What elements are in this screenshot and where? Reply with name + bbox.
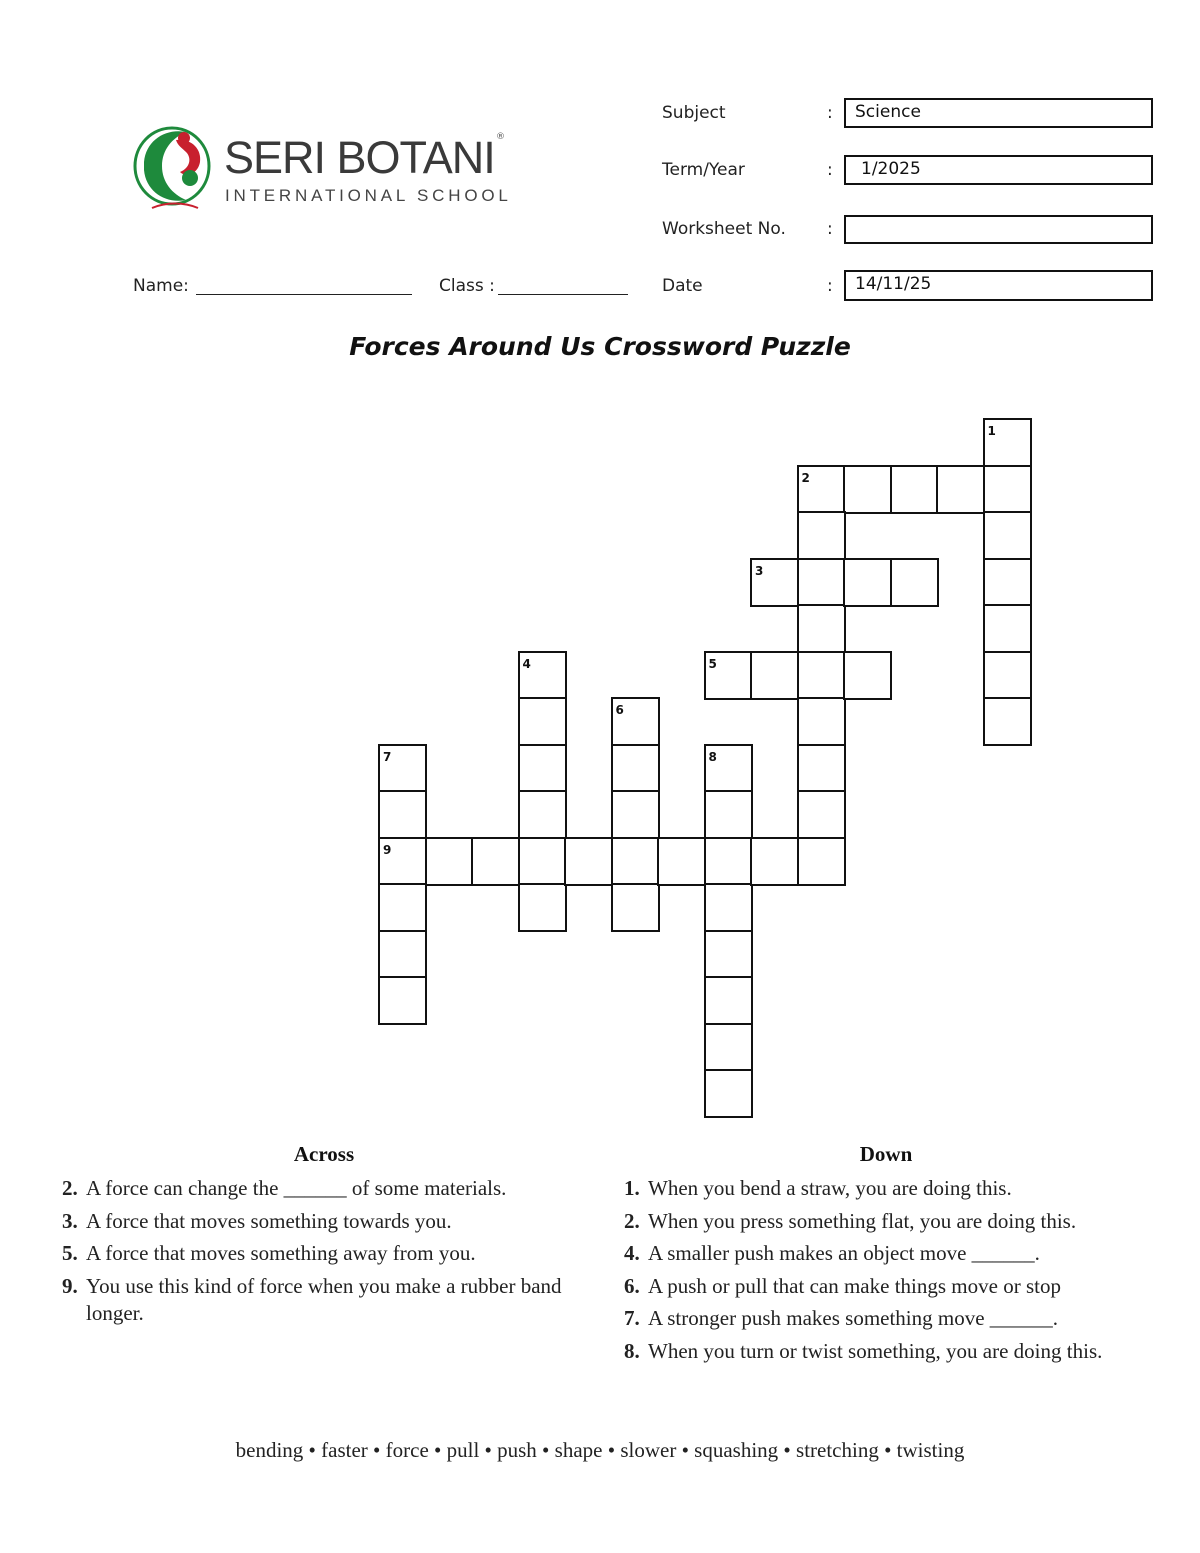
crossword-cell[interactable] [378, 976, 427, 1025]
class-blank[interactable] [498, 294, 628, 295]
crossword-cell[interactable] [611, 837, 660, 886]
crossword-cell[interactable] [611, 697, 660, 746]
clue-text: A force that moves something towards you. [86, 1208, 452, 1233]
crossword-cell[interactable] [983, 418, 1032, 467]
clue-number: 2. [62, 1176, 78, 1200]
clue-text: A smaller push makes an object move ______. [648, 1241, 1040, 1265]
crossword-cell[interactable] [983, 511, 1032, 560]
crossword-cell[interactable] [890, 465, 939, 514]
registered-mark: ® [496, 132, 505, 142]
clue-number: 9. [62, 1273, 78, 1298]
clue-text: A push or pull that can make things move or stop [648, 1273, 1061, 1298]
crossword-cell[interactable] [611, 790, 660, 839]
class-label: Class : [439, 276, 495, 296]
school-logo [132, 122, 512, 214]
across-clue [62, 1273, 586, 1327]
crossword-cell[interactable] [704, 651, 753, 700]
clue-number-label: 8 [708, 749, 717, 764]
down-clue [624, 1302, 1164, 1335]
crossword-cell[interactable] [983, 604, 1032, 653]
down-clue [624, 1205, 1164, 1238]
crossword-cell[interactable] [704, 883, 753, 932]
crossword-cell[interactable] [704, 1023, 753, 1072]
crossword-cell[interactable] [797, 465, 846, 514]
across-clue [62, 1237, 592, 1270]
clue-text: A stronger push makes something move ______. [648, 1306, 1059, 1330]
date-field[interactable]: 14/11/25 [844, 270, 1153, 301]
clue-number-label: 4 [522, 656, 531, 671]
across-clue-list [62, 1172, 592, 1329]
term-colon: : [827, 160, 833, 180]
down-clue [624, 1338, 1148, 1365]
crossword-cell[interactable] [704, 744, 753, 793]
word-bank: bending • faster • force • pull • push • shape • slower • squashing • stretching • twisting [235, 1438, 965, 1462]
crossword-cell[interactable] [425, 837, 474, 886]
crossword-cell[interactable] [843, 651, 892, 700]
crossword-cell[interactable] [983, 465, 1032, 514]
clue-text: When you press something flat, you are doing this. [648, 1208, 1077, 1233]
crossword-cell[interactable] [518, 837, 567, 886]
clue-number: 3. [62, 1208, 78, 1233]
crossword-cell[interactable] [657, 837, 706, 886]
name-blank[interactable] [196, 294, 412, 295]
school-name: SERI BOTANI [224, 132, 495, 183]
crossword-cell[interactable] [797, 790, 846, 839]
down-clue [624, 1172, 1164, 1205]
clue-number: 1. [624, 1176, 640, 1200]
clue-number-label: 3 [755, 563, 764, 578]
crossword-cell[interactable] [471, 837, 520, 886]
subject-field[interactable]: Science [844, 98, 1153, 128]
crossword-cell[interactable] [797, 651, 846, 700]
date-label: Date [662, 276, 703, 296]
date-colon: : [827, 276, 833, 296]
crossword-cell[interactable] [704, 976, 753, 1025]
clue-number: 5. [62, 1241, 78, 1265]
crossword-cell[interactable] [704, 1069, 753, 1118]
clue-text: You use this kind of force when you make a rubber band longer. [86, 1273, 562, 1325]
worksheet-title: Forces Around Us Crossword Puzzle [349, 332, 851, 361]
school-subtitle: INTERNATIONAL SCHOOL [225, 186, 512, 205]
crossword-cell[interactable] [378, 837, 427, 886]
clue-text: A force that moves something away from you. [86, 1241, 476, 1265]
crossword-cell[interactable] [750, 558, 799, 607]
down-clue-list [624, 1172, 1164, 1367]
crossword-cell[interactable] [750, 837, 799, 886]
subject-colon: : [827, 103, 833, 123]
crossword-cell[interactable] [843, 558, 892, 607]
crossword-cell[interactable] [518, 651, 567, 700]
crossword-cell[interactable] [704, 930, 753, 979]
clue-number: 7. [624, 1306, 640, 1330]
clue-text: A force can change the ______ of some materials. [86, 1176, 507, 1200]
clue-number: 8. [624, 1338, 640, 1363]
crossword-cell[interactable] [983, 558, 1032, 607]
crossword-cell[interactable] [704, 837, 753, 886]
crossword-cell[interactable] [611, 744, 660, 793]
worksheet-label: Worksheet No. [662, 219, 786, 239]
clue-text: When you turn or twist something, you are doing this. [648, 1338, 1103, 1363]
crossword-cell[interactable] [378, 790, 427, 839]
crossword-cell[interactable] [797, 837, 846, 886]
crossword-cell[interactable] [797, 697, 846, 746]
subject-label: Subject [662, 103, 726, 123]
crossword-cell[interactable] [890, 558, 939, 607]
crossword-cell[interactable] [704, 790, 753, 839]
clue-number-label: 5 [708, 656, 717, 671]
down-clue [624, 1237, 1164, 1270]
crossword-cell[interactable] [797, 744, 846, 793]
crossword-cell[interactable] [797, 558, 846, 607]
term-label: Term/Year [662, 160, 745, 180]
crossword-cell[interactable] [378, 930, 427, 979]
clue-number: 4. [624, 1241, 640, 1265]
across-clue [62, 1205, 592, 1238]
crossword-cell[interactable] [983, 651, 1032, 700]
crossword-cell[interactable] [518, 883, 567, 932]
term-field[interactable]: 1/2025 [844, 155, 1153, 185]
worksheet-field[interactable] [844, 215, 1153, 244]
clue-number: 6. [624, 1273, 640, 1298]
crossword-cell[interactable] [378, 883, 427, 932]
across-heading: Across [293, 1142, 355, 1166]
crossword-cell[interactable] [518, 790, 567, 839]
crossword-cell[interactable] [983, 697, 1032, 746]
clue-number-label: 7 [383, 749, 392, 764]
clue-number-label: 6 [615, 703, 624, 717]
crossword-cell[interactable] [378, 744, 427, 793]
crossword-cell[interactable] [750, 651, 799, 700]
clue-number: 2. [624, 1208, 640, 1233]
crossword-cell[interactable] [936, 465, 985, 514]
down-heading: Down [859, 1142, 913, 1166]
crossword-cell[interactable] [518, 697, 567, 746]
crossword-cell[interactable] [611, 883, 660, 932]
clue-number-label: 1 [987, 424, 996, 438]
across-clue [62, 1172, 592, 1205]
clue-number-label: 2 [801, 470, 810, 485]
name-label: Name: [133, 276, 189, 296]
down-clue [624, 1270, 1164, 1303]
worksheet-colon: : [827, 219, 833, 239]
crossword-cell[interactable] [564, 837, 613, 886]
clue-text: When you bend a straw, you are doing this. [648, 1176, 1012, 1200]
crossword-cell[interactable] [797, 604, 846, 653]
crossword-cell[interactable] [843, 465, 892, 514]
school-emblem-icon [132, 122, 216, 214]
crossword-cell[interactable] [797, 511, 846, 560]
clue-number-label: 9 [383, 842, 392, 857]
crossword-cell[interactable] [518, 744, 567, 793]
